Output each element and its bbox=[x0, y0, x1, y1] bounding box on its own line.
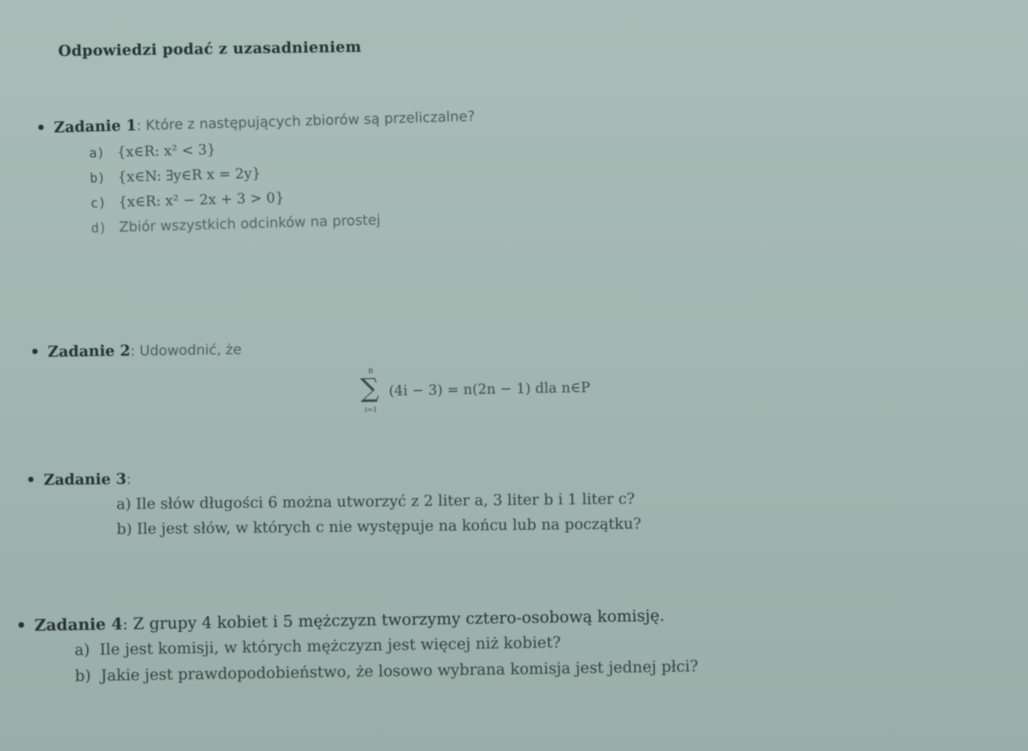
item-text: {x∈R: x² − 2x + 3 > 0} bbox=[118, 190, 285, 211]
task-2-question: : Udowodnić, że bbox=[130, 342, 242, 360]
task-3-items bbox=[116, 487, 641, 542]
sum-upper-limit: n bbox=[367, 365, 374, 375]
bullet-icon: • bbox=[16, 615, 27, 635]
task-1 bbox=[36, 106, 478, 243]
task-1-question: : Które z następujących zbiorów są przeliczalne? bbox=[136, 108, 476, 135]
item-label: b) bbox=[74, 666, 92, 686]
item-text: Ile słów długości 6 można utworzyć z 2 liter a, 3 liter b i 1 liter c? bbox=[135, 489, 635, 513]
item-label: b) bbox=[116, 519, 133, 539]
task-3-question: : bbox=[126, 471, 132, 488]
task-2-title-row bbox=[30, 339, 242, 363]
item-label: a) bbox=[74, 640, 90, 660]
task-1-items bbox=[89, 131, 478, 242]
item-text: {x∈R: x² < 3} bbox=[116, 141, 217, 161]
item-label: a) bbox=[88, 146, 105, 162]
item-text: Ile jest słów, w których c nie występuje na końcu lub na początku? bbox=[136, 514, 642, 538]
task-4 bbox=[16, 605, 698, 690]
sum-symbol bbox=[358, 365, 385, 416]
item-text: Ile jest komisji, w których mężczyzn jest więcej niż kobiet? bbox=[99, 633, 562, 659]
task-4-title: Zadanie 4 bbox=[34, 614, 123, 635]
task-4-items bbox=[74, 627, 698, 689]
item-label: a) bbox=[116, 494, 132, 514]
sigma-icon: ∑ bbox=[360, 373, 380, 404]
item-label: d) bbox=[90, 221, 107, 237]
task-1-title: Zadanie 1 bbox=[53, 116, 137, 137]
bullet-icon: • bbox=[30, 342, 40, 361]
task-3 bbox=[26, 464, 641, 543]
sum-lower-limit: i=1 bbox=[364, 405, 378, 414]
task-2-formula bbox=[358, 364, 591, 416]
task-3-title: Zadanie 3 bbox=[43, 469, 127, 489]
page-heading: Odpowiedzi podać z uzasadnieniem bbox=[58, 37, 362, 60]
bullet-icon: • bbox=[36, 118, 47, 137]
item-text: Jakie jest prawdopodobieństwo, że losowo wybrana komisja jest jednej płci? bbox=[100, 657, 699, 685]
task-3-item-b bbox=[116, 512, 641, 542]
task-2 bbox=[30, 339, 242, 363]
item-text: Zbiór wszystkich odcinków na prostej bbox=[118, 212, 381, 236]
item-label: c) bbox=[90, 196, 107, 212]
item-label: b) bbox=[89, 171, 106, 187]
task-2-title: Zadanie 2 bbox=[47, 341, 131, 361]
task-4-question: : Z grupy 4 kobiet i 5 mężczyzn tworzymy cztero-osobową komisję. bbox=[122, 605, 665, 634]
bullet-icon: • bbox=[26, 470, 36, 489]
item-text: {x∈N: ∃y∈R x = 2y} bbox=[117, 165, 262, 186]
formula-body: (4i − 3) = n(2n − 1) dla n∈P bbox=[388, 379, 591, 400]
